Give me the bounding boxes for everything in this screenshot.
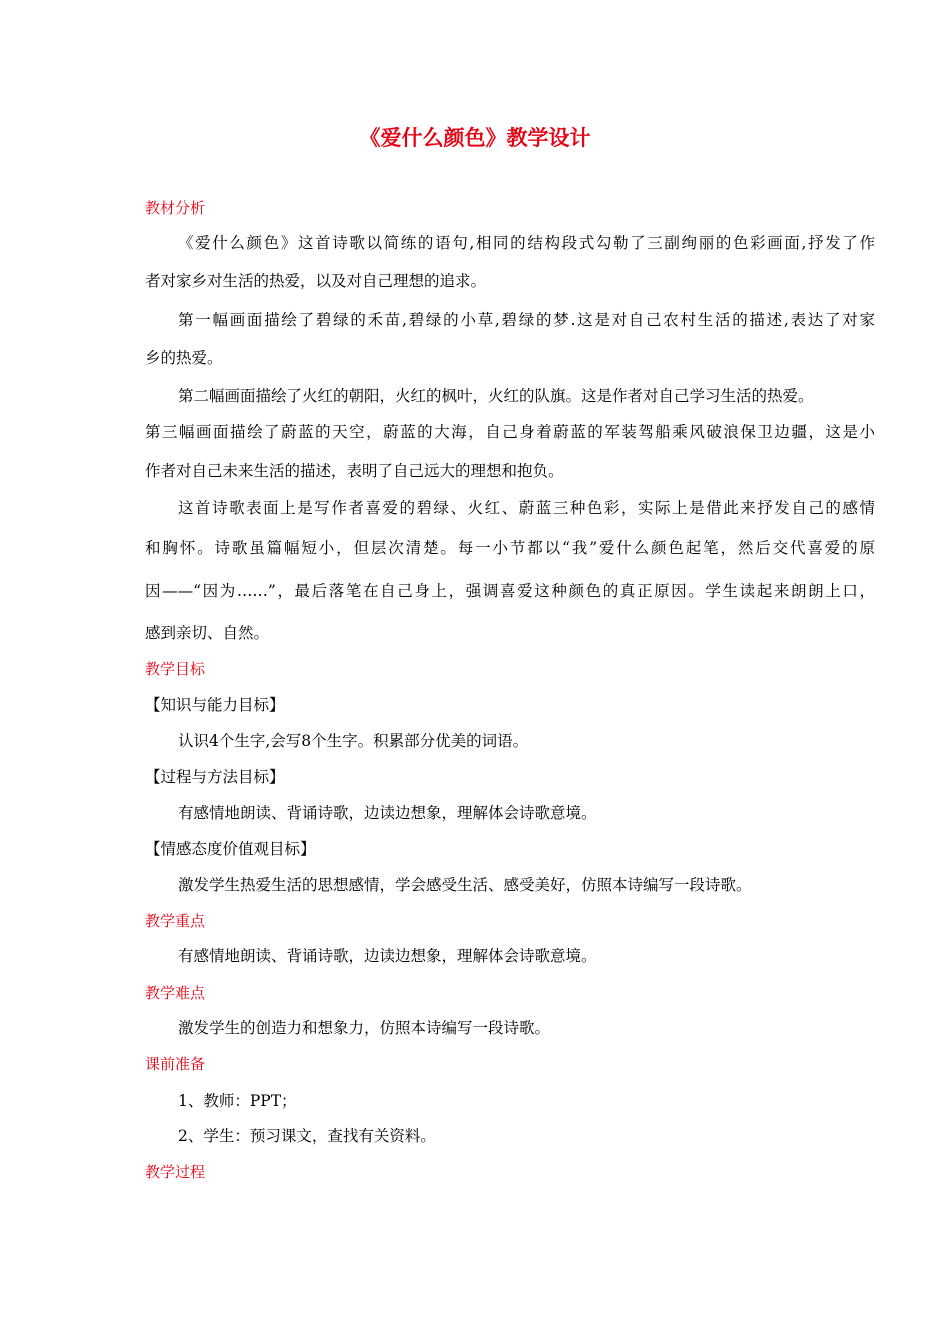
analysis-paragraph-4-line-3: 因——“因为……”，最后落笔在自己身上，强调喜爱这种颜色的真正原因。学生读起来朗朗上口，: [145, 582, 875, 600]
section-heading-process: 教学过程: [145, 1163, 206, 1181]
document-title: 《爱什么颜色》教学设计: [359, 126, 591, 150]
analysis-paragraph-4-line-2: 和胸怀。诗歌虽篇幅短小，但层次清楚。每一小节都以“我”爱什么颜色起笔，然后交代喜爱的原: [145, 539, 875, 557]
goal-label-emotion: 【情感态度价值观目标】: [145, 840, 316, 858]
section-heading-difficulties: 教学难点: [145, 984, 206, 1002]
difficulties-text: 激发学生的创造力和想象力，仿照本诗编写一段诗歌。: [178, 1019, 551, 1037]
goal-text-process: 有感情地朗读、背诵诗歌，边读边想象，理解体会诗歌意境。: [178, 804, 597, 822]
section-heading-key-points: 教学重点: [145, 912, 206, 930]
key-points-text: 有感情地朗读、背诵诗歌，边读边想象，理解体会诗歌意境。: [178, 947, 597, 965]
analysis-paragraph-2-line-1: 第一幅画面描绘了碧绿的禾苗,碧绿的小草,碧绿的梦.这是对自己农村生活的描述,表达了对家: [178, 311, 875, 329]
goal-text-knowledge: 认识4个生字,会写8个生字。积累部分优美的词语。: [178, 732, 529, 750]
analysis-paragraph-1-line-1: 《爱什么颜色》这首诗歌以简练的语句,相同的结构段式勾勒了三副绚丽的色彩画面,抒发了作: [178, 234, 875, 252]
goal-text-emotion: 激发学生热爱生活的思想感情，学会感受生活、感受美好，仿照本诗编写一段诗歌。: [178, 876, 752, 894]
analysis-paragraph-1-line-2: 者对家乡对生活的热爱，以及对自己理想的追求。: [145, 272, 487, 290]
section-heading-preparation: 课前准备: [145, 1055, 206, 1073]
preparation-item-2: 2、学生：预习课文，查找有关资料。: [178, 1127, 436, 1145]
analysis-paragraph-3-line-2: 第三幅画面描绘了蔚蓝的天空，蔚蓝的大海，自己身着蔚蓝的军装驾船乘风破浪保卫边疆，这是小: [145, 423, 875, 441]
analysis-paragraph-2-line-2: 乡的热爱。: [145, 349, 223, 367]
preparation-item-1: 1、教师：PPT；: [178, 1092, 297, 1110]
section-heading-analysis: 教材分析: [145, 199, 206, 217]
goal-label-knowledge: 【知识与能力目标】: [145, 696, 285, 714]
analysis-paragraph-4-line-1: 这首诗歌表面上是写作者喜爱的碧绿、火红、蔚蓝三种色彩，实际上是借此来抒发自己的感情: [178, 499, 875, 517]
analysis-paragraph-4-line-4: 感到亲切、自然。: [145, 624, 270, 642]
section-heading-goals: 教学目标: [145, 660, 206, 678]
analysis-paragraph-3-line-1: 第二幅画面描绘了火红的朝阳，火红的枫叶，火红的队旗。这是作者对自己学习生活的热爱。: [178, 387, 814, 405]
goal-label-process: 【过程与方法目标】: [145, 768, 285, 786]
analysis-paragraph-3-line-3: 作者对自己未来生活的描述，表明了自己远大的理想和抱负。: [145, 462, 564, 480]
